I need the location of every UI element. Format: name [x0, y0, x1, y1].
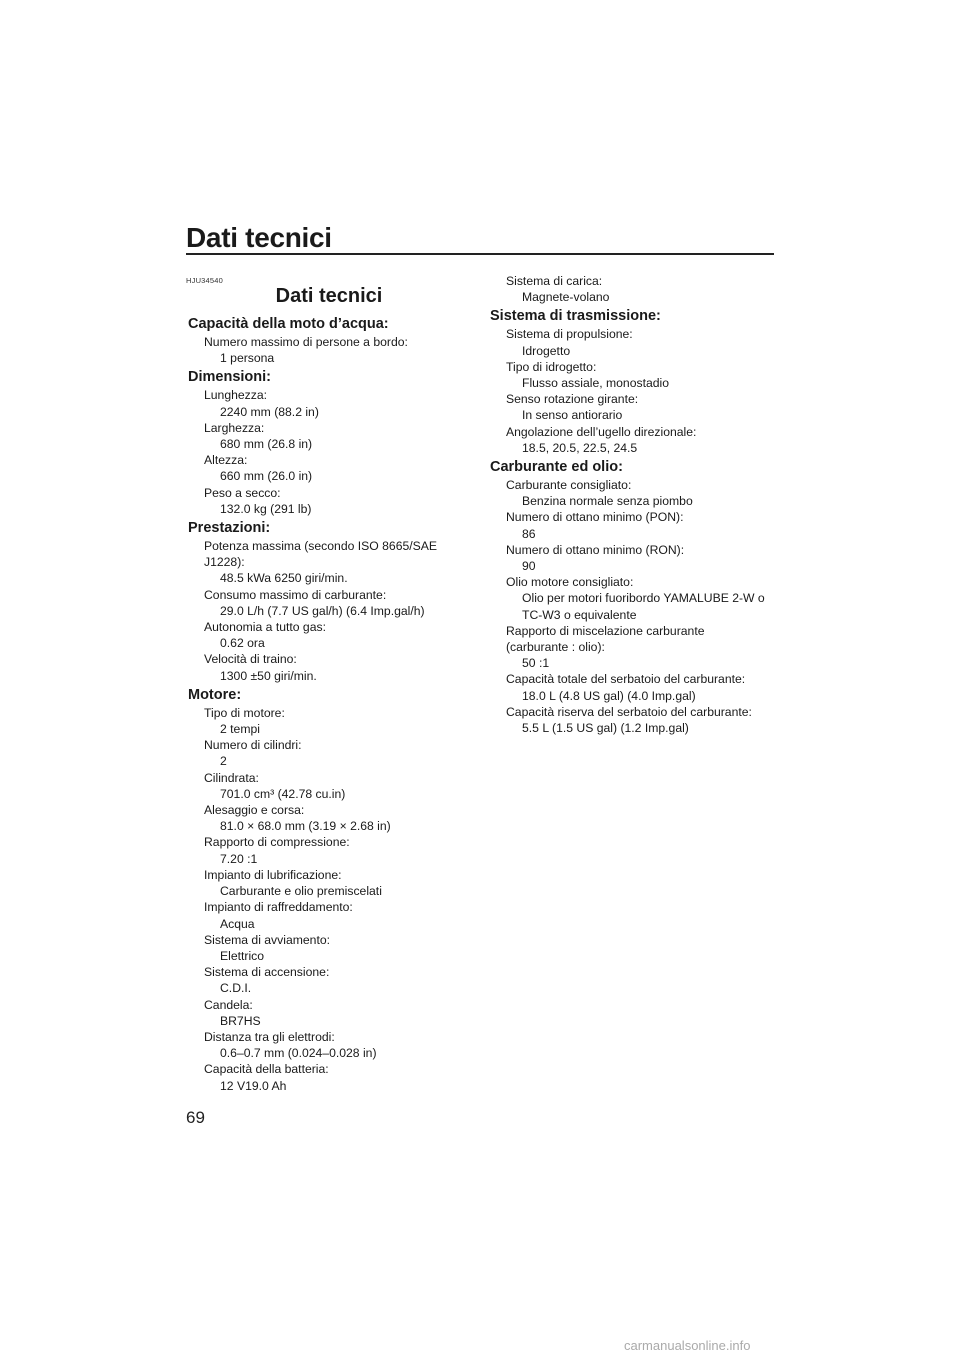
spec-value: 660 mm (26.0 in): [220, 469, 313, 484]
spec-label: Impianto di lubrificazione:: [204, 867, 342, 882]
spec-label: Sistema di avviamento:: [204, 932, 330, 947]
spec-label: Rapporto di miscelazione carburante: [506, 623, 705, 638]
spec-group: [186, 315, 472, 366]
spec-group: [488, 307, 774, 456]
spec-label: Rapporto di compressione:: [204, 835, 350, 850]
group-heading: Sistema di trasmissione:: [490, 308, 661, 325]
spec-value: In senso antiorario: [522, 408, 623, 423]
spec-label: Carburante consigliato:: [506, 478, 632, 493]
spec-value: C.D.I.: [220, 981, 252, 996]
spec-value: 0.62 ora: [220, 636, 265, 651]
spec-label: Distanza tra gli elettrodi:: [204, 1029, 335, 1044]
spec-value: Elettrico: [220, 948, 265, 963]
spec-label: Capacità totale del serbatoio del carburante:: [506, 672, 746, 687]
spec-value: 1 persona: [220, 351, 275, 366]
spec-label: Autonomia a tutto gas:: [204, 620, 326, 635]
spec-label: Sistema di propulsione:: [506, 327, 633, 342]
spec-value: 90: [522, 559, 536, 574]
spec-label: Velocità di traino:: [204, 652, 297, 667]
spec-value: Carburante e olio premiscelati: [220, 884, 382, 899]
spec-value: Magnete-volano: [522, 290, 610, 305]
spec-value: 2: [220, 754, 227, 769]
spec-value: 50 :1: [522, 656, 550, 671]
spec-label: Alesaggio e corsa:: [204, 803, 305, 818]
spec-value: 0.6–0.7 mm (0.024–0.028 in): [220, 1046, 377, 1061]
spec-label: Lunghezza:: [204, 388, 268, 403]
spec-label: Larghezza:: [204, 420, 265, 435]
right-column: [488, 273, 774, 736]
spec-group: [488, 458, 774, 736]
right-spec-groups: [488, 307, 774, 736]
spec-value: Idrogetto: [522, 343, 571, 358]
spec-label: Capacità riserva del serbatoio del carburante:: [506, 704, 752, 719]
left-spec-groups: [186, 315, 472, 1094]
spec-label: Tipo di motore:: [204, 705, 285, 720]
spec-label: Impianto di raffreddamento:: [204, 900, 353, 915]
page-header-title: Dati tecnici: [186, 222, 332, 253]
group-heading: Carburante ed olio:: [490, 459, 623, 476]
spec-label: Tipo di idrogetto:: [506, 359, 597, 374]
spec-label: Sistema di carica:: [506, 274, 603, 288]
spec-value: 18.5, 20.5, 22.5, 24.5: [522, 440, 638, 455]
spec-value: Acqua: [220, 916, 255, 931]
spec-label: Numero di cilindri:: [204, 738, 302, 753]
spec-label: Numero massimo di persone a bordo:: [204, 335, 408, 349]
spec-label: Olio motore consigliato:: [506, 575, 634, 590]
spec-value: Olio per motori fuoribordo YAMALUBE 2-W o: [522, 591, 765, 606]
right-lead-items: [488, 273, 774, 305]
spec-value: 1300 ±50 giri/min.: [220, 668, 317, 683]
spec-label: Potenza massima (secondo ISO 8665/SAE: [204, 539, 438, 554]
spec-label: Senso rotazione girante:: [506, 392, 639, 407]
spec-group: [186, 368, 472, 517]
spec-group: [186, 686, 472, 1094]
spec-value: 12 V19.0 Ah: [220, 1078, 287, 1093]
spec-value: 2240 mm (88.2 in): [220, 404, 319, 419]
group-heading: Motore:: [188, 686, 242, 703]
group-heading: Prestazioni:: [188, 520, 271, 537]
section-code: HJU34540: [186, 276, 224, 285]
spec-value: TC-W3 o equivalente: [522, 607, 637, 622]
spec-value: 48.5 kWa 6250 giri/min.: [220, 571, 348, 586]
spec-label: Candela:: [204, 997, 253, 1012]
left-column: [186, 276, 472, 1094]
spec-label: Altezza:: [204, 453, 248, 468]
spec-label: Sistema di accensione:: [204, 965, 330, 980]
spec-value: Benzina normale senza piombo: [522, 494, 693, 509]
spec-label: Capacità della batteria:: [204, 1062, 329, 1077]
spec-value: Flusso assiale, monostadio: [522, 376, 669, 391]
watermark: carmanualsonline.info: [624, 1338, 751, 1353]
spec-value: 5.5 L (1.5 US gal) (1.2 Imp.gal): [522, 721, 689, 736]
spec-value: 86: [522, 526, 536, 541]
spec-label: Numero di ottano minimo (RON):: [506, 542, 685, 557]
section-title: Dati tecnici: [275, 285, 383, 307]
group-heading: Capacità della moto d’acqua:: [188, 316, 389, 332]
header-rule: [186, 253, 774, 255]
spec-value: 29.0 L/h (7.7 US gal/h) (6.4 Imp.gal/h): [220, 603, 425, 618]
spec-label: Numero di ottano minimo (PON):: [506, 510, 684, 525]
spec-value: 2 tempi: [220, 722, 260, 737]
spec-group: [186, 519, 472, 684]
page-number: 69: [186, 1108, 205, 1127]
spec-value: 701.0 cm³ (42.78 cu.in): [220, 786, 346, 801]
spec-value: 132.0 kg (291 lb): [220, 501, 312, 516]
spec-label: Angolazione dell’ugello direzionale:: [506, 424, 697, 439]
spec-label: (carburante : olio):: [506, 640, 605, 655]
spec-label: Consumo massimo di carburante:: [204, 587, 387, 602]
spec-value: BR7HS: [220, 1013, 261, 1028]
spec-value: 81.0 × 68.0 mm (3.19 × 2.68 in): [220, 819, 391, 834]
spec-value: 7.20 :1: [220, 851, 258, 866]
spec-value: 18.0 L (4.8 US gal) (4.0 Imp.gal): [522, 688, 696, 703]
spec-label: J1228):: [204, 555, 245, 570]
group-heading: Dimensioni:: [188, 369, 271, 386]
spec-label: Cilindrata:: [204, 770, 259, 785]
spec-label: Peso a secco:: [204, 485, 281, 500]
spec-value: 680 mm (26.8 in): [220, 437, 313, 452]
